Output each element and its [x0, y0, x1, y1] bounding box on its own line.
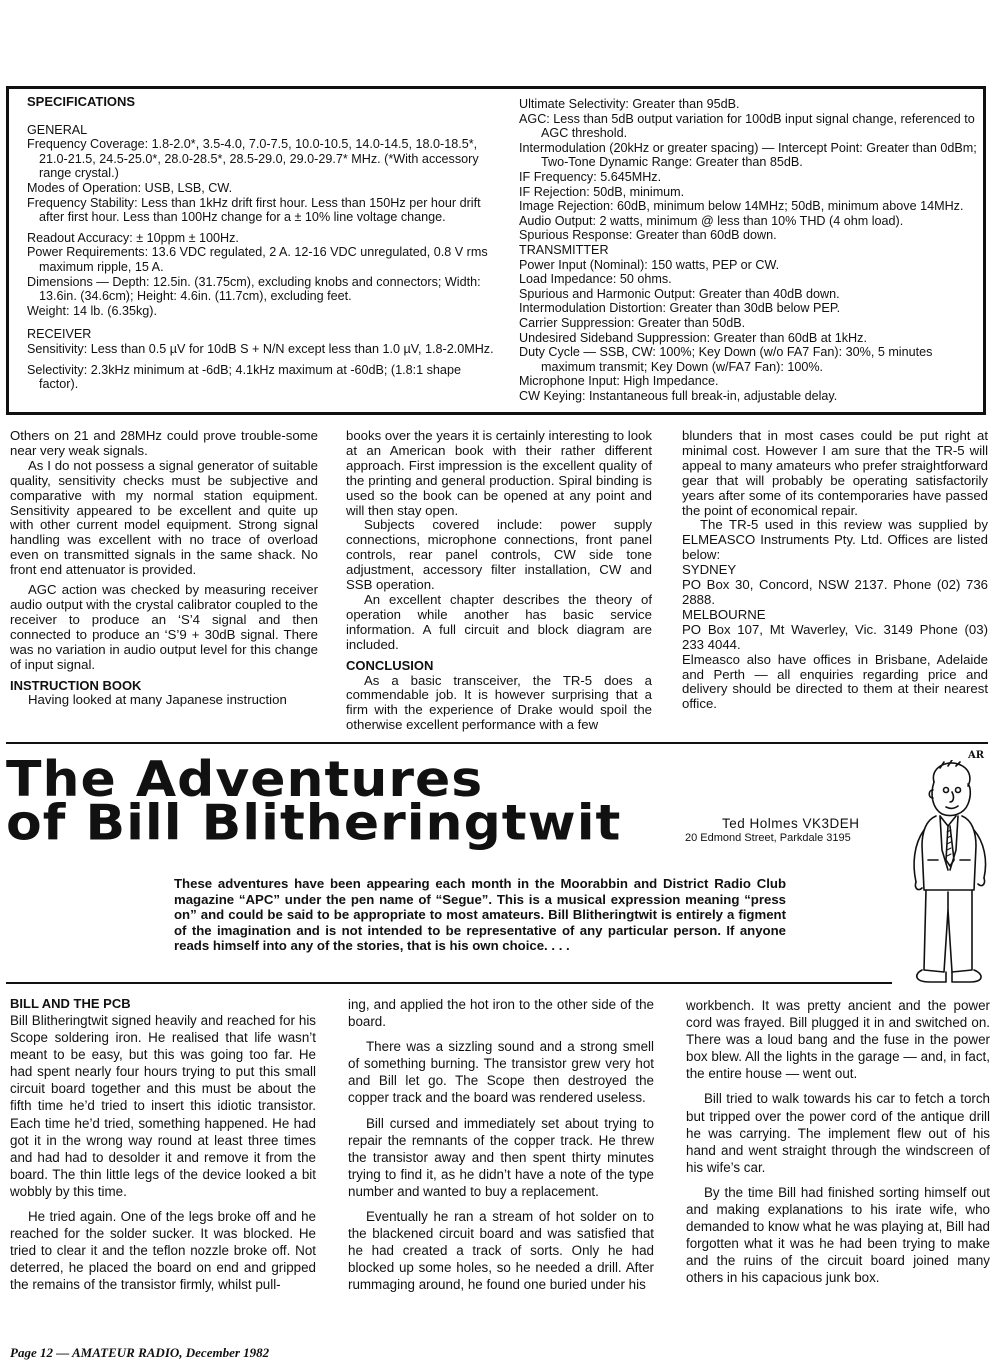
spec-line: Ultimate Selectivity: Greater than 95dB.	[519, 97, 740, 111]
spec-line: Image Rejection: 60dB, minimum below 14MHz; 50dB, minimum above 14MHz.	[519, 199, 964, 214]
paragraph: Bill Blitheringtwit signed heavily and reached for his Scope soldering iron. He realised that life wasn’t meant to be easy, but this was going too far. He had spent nearly four hours trying to put this small circuit board together and this must be about the fifth time he’d tried to insert this idiotic transistor. Each time he’d tried, something happened. He had got it in the wrong way round at least three times and had had to desolder it and remove it from the board. The thin little legs of the device looked a bit wobbly by this time.	[10, 1013, 316, 1199]
paragraph: MELBOURNE	[682, 606, 766, 622]
review-column-2	[346, 429, 652, 733]
spec-line: Audio Output: 2 watts, minimum @ less than 10% THD (4 ohm load).	[519, 213, 904, 228]
paragraph: blunders that in most cases could be put right at minimal cost. However I am sure that the TR-5 will appeal to many amateurs who prefer straightforward gear that will probably be operating satisfactorily years after some of its contemporaries have passed the point of economical repair.	[682, 428, 988, 518]
story-column-2	[348, 996, 654, 1294]
spec-line: Frequency Stability: Less than 1kHz drift first hour. Less than 150Hz per hour drift after first hour. Less than 100Hz change for a ± 10% line voltage change.	[27, 195, 481, 225]
paragraph: By the time Bill had finished sorting himself out and making explanations to his irate wife, who demanded to know what he was playing at, Bill had forgotten what it was he had been trying to make and the ruins of the circuit board joined many others in his capacious junk box.	[686, 1184, 990, 1286]
spec-line: Dimensions — Depth: 12.5in. (31.75cm), excluding knobs and connectors; Width: 13.6in. (34.6cm); Height: 4.6in. (11.7cm), excluding feet.	[27, 274, 481, 304]
article-end-mark: AR	[968, 750, 985, 761]
review-column-1	[10, 429, 318, 708]
specifications-left-list	[27, 123, 499, 392]
spec-line: Spurious Response: Greater than 60dB down.	[519, 228, 777, 243]
spec-line: Frequency Coverage: 1.8-2.0*, 3.5-4.0, 7.0-7.5, 10.0-10.5, 14.0-14.5, 18.0-18.5*, 21.0-21.5, 24.5-25.0*, 28.0-28.5*, 28.5-29.0, 29.0-29.7* MHz. (*With accessory range crystal.)	[27, 137, 479, 181]
paragraph: As I do not possess a signal generator of suitable quality, sensitivity checks must be subjective and comparative with my normal station equipment. Sensitivity appeared to be excellent and quite up with other current model equipment. Strong signal handling was excellent with no trace of overload even on transmitted signals in the same shack. No front end attenuator is provided.	[10, 457, 318, 578]
page-footer: Page 12 — AMATEUR RADIO, December 1982	[10, 1345, 270, 1360]
headline-line-2: of Bill Blitheringtwit	[6, 795, 622, 853]
paragraph: The TR-5 used in this review was supplied by ELMEASCO Instruments Pty. Ltd. Offices are listed below:	[682, 517, 988, 563]
spec-line: CW Keying: Instantaneous full break-in, adjustable delay.	[519, 388, 838, 403]
paragraph: Others on 21 and 28MHz could prove trouble-some near very weak signals.	[10, 428, 318, 458]
paragraph: PO Box 107, Mt Waverley, Vic. 3149 Phone (03) 233 4044.	[682, 621, 988, 652]
spec-line: IF Frequency: 5.645MHz.	[519, 169, 662, 184]
spec-line: Intermodulation Distortion: Greater than 30dB below PEP.	[519, 301, 841, 316]
spec-section-heading: RECEIVER	[27, 327, 92, 342]
bill-cartoon-illustration	[900, 760, 996, 986]
paragraph: AGC action was checked by measuring receiver audio output with the crystal calibrator coupled to the receiver to produce an ‘S’4 signal and then connected to produce an ‘S’9 + 30dB signal. There was no variation in audio output level for this change of input signal.	[10, 582, 318, 672]
feature-intro: These adventures have been appearing each month in the Moorabbin and District Radio Club magazine “APC” under the pen name of “Segue”. This is a musical expression meaning “press on” and could be said to be appropriate to most amateurs. Bill Blitheringtwit is entirely a figment of the imagination and is not intended to be representative of any particular person. If anyone reads himself into any of the stories, that is his own choice. . . .	[174, 876, 786, 954]
story-column-3	[686, 997, 990, 1287]
paragraph: As a basic transceiver, the TR-5 does a commendable job. It is however surprising that a firm with the experience of Drake would spoil the otherwise excellent performance with a few	[346, 672, 652, 733]
spec-section-heading: GENERAL	[27, 122, 88, 137]
spec-section-heading: TRANSMITTER	[519, 242, 609, 257]
spec-line: Weight: 14 lb. (6.35kg).	[27, 303, 157, 318]
spec-line: Power Input (Nominal): 150 watts, PEP or CW.	[519, 257, 780, 272]
paragraph: He tried again. One of the legs broke off and he reached for the solder sucker. It was blocked. He tried to clear it and the teflon nozzle broke off. Not deterred, he placed the board on end and gripped the remains of the transistor firmly, whilst pull-	[10, 1209, 316, 1293]
specifications-title: SPECIFICATIONS	[27, 94, 136, 109]
spec-line: Duty Cycle — SSB, CW: 100%; Key Down (w/o FA7 Fan): 30%, 5 minutes maximum transmit; Key Down (w/FA7 Fan): 100%.	[519, 345, 933, 374]
spec-line: Selectivity: 2.3kHz minimum at -6dB; 4.1kHz maximum at -60dB; (1.8:1 shape factor).	[27, 362, 461, 392]
paragraph: Eventually he ran a stream of hot solder on to the blackened circuit board and was satisfied that he had created a track of sorts. Only he had blocked up some holes, so he needed a drill. After rummaging around, he found one buried under his	[348, 1209, 654, 1293]
spec-line: AGC: Less than 5dB output variation for 100dB input signal change, referenced to AGC threshold.	[519, 111, 975, 141]
paragraph: An excellent chapter describes the theory of operation while another has basic service information. A full circuit and block diagram are included.	[346, 591, 652, 652]
spec-line: Carrier Suppression: Greater than 50dB.	[519, 315, 746, 330]
paragraph: Having looked at many Japanese instruction	[28, 692, 287, 708]
spec-line: Microphone Input: High Impedance.	[519, 374, 719, 389]
paragraph: Bill cursed and immediately set about trying to repair the remnants of the copper track. He threw the transistor away and then spent thirty minutes trying to find it, as he didn’t have a note of the type number and wanted to buy a replacement.	[348, 1115, 654, 1199]
spec-line: Readout Accuracy: ± 10ppm ± 100Hz.	[27, 230, 239, 245]
paragraph: Subjects covered include: power supply connections, microphone connections, front panel controls, rear panel controls, CW side tone adjustment, accessory filter installation, CW and SSB operation.	[346, 517, 652, 593]
paragraph: SYDNEY	[682, 562, 737, 578]
spec-line: Modes of Operation: USB, LSB, CW.	[27, 180, 233, 195]
paragraph: workbench. It was pretty ancient and the power cord was frayed. Bill plugged it in and switched on. There was a loud bang and the fuse in the power box blew. All the lights in the garage — and, in fact, the entire house — went out.	[686, 998, 990, 1082]
spec-line: Spurious and Harmonic Output: Greater than 40dB down.	[519, 286, 840, 301]
section-heading: INSTRUCTION BOOK	[10, 677, 142, 693]
author-name: Ted Holmes VK3DEH	[722, 816, 860, 831]
spec-line: Load Impedance: 50 ohms.	[519, 272, 672, 287]
specifications-left-column	[27, 95, 499, 392]
specifications-right-list	[519, 97, 981, 403]
paragraph: PO Box 30, Concord, NSW 2137. Phone (02) 736 2888.	[682, 577, 988, 607]
paragraph: ing, and applied the hot iron to the other side of the board.	[348, 997, 654, 1030]
intro-divider	[6, 982, 892, 984]
specifications-right-column	[519, 97, 981, 403]
paragraph: books over the years it is certainly interesting to look at an American book with their rather different approach. First impression is the excellent quality of the printing and general production. Spiral binding is used so the book can be opened at any point and will then stay open.	[346, 428, 652, 518]
spec-line: IF Rejection: 50dB, minimum.	[519, 184, 685, 199]
spec-line: Sensitivity: Less than 0.5 µV for 10dB S + N/N except less than 1.0 µV, 1.8-2.0MHz.	[27, 341, 494, 356]
paragraph: There was a sizzling sound and a strong smell of something burning. The transistor grew very hot and Bill let go. The Scope then destroyed the copper track and the board was rendered useless.	[348, 1039, 654, 1106]
feature-headline	[6, 751, 622, 853]
specifications-box	[6, 86, 986, 415]
section-heading: CONCLUSION	[346, 657, 434, 673]
spec-line: Undesired Sideband Suppression: Greater than 60dB at 1kHz.	[519, 330, 867, 345]
section-divider	[6, 742, 988, 744]
section-heading: BILL AND THE PCB	[10, 996, 131, 1011]
paragraph: Bill tried to walk towards his car to fetch a torch but tripped over the power cord of the antique drill he was carrying. The implement flew out of his hand and went straight through the windscreen of his wife’s car.	[686, 1091, 990, 1175]
author-address: 20 Edmond Street, Parkdale 3195	[685, 832, 851, 844]
spec-line: Power Requirements: 13.6 VDC regulated, 2 A. 12-16 VDC unregulated, 0.8 V rms maximum ripple, 15 A.	[27, 245, 488, 274]
headline-line-1: The Adventures	[6, 751, 484, 809]
paragraph: Elmeasco also have offices in Brisbane, Adelaide and Perth — all enquiries regarding price and delivery should be directed to them at their nearest office.	[682, 651, 988, 712]
review-column-3	[682, 429, 988, 712]
spec-line: Intermodulation (20kHz or greater spacing) — Intercept Point: Greater than 0dBm; Two-Tone Dynamic Range: Greater than 85dB.	[519, 140, 977, 170]
story-column-1	[10, 995, 316, 1294]
